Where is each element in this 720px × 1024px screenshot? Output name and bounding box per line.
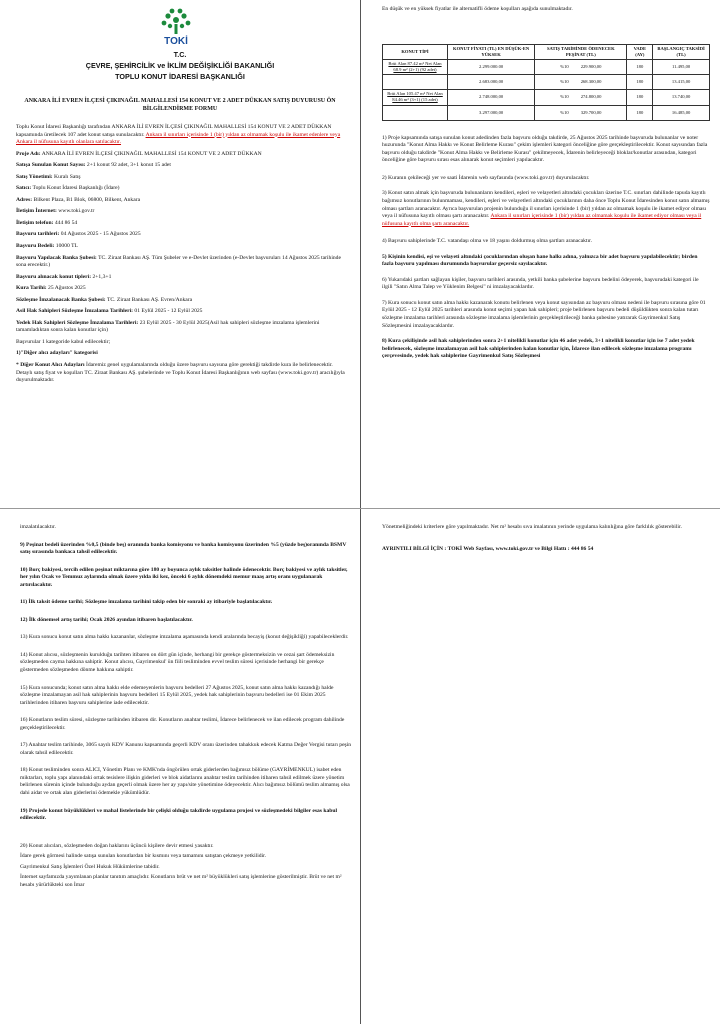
field-row [16, 197, 352, 205]
residency-requirement-note: Ankara il sınırları içerisinde 1 (bir) yıldan az olmamak koşulu ile ikamet ediyor olması veya il nüfusuna kayıtlı olma şartı aranacaktır. [382, 213, 702, 227]
page-divider-horizontal [0, 508, 720, 509]
table-header-cell: SATIŞ TARİHİNDE ÖDENECEK PEŞİNAT (TL) [535, 44, 627, 59]
condition-item: 15) Kura sonucunda; konut satın alma hakkı elde edemeyenlerin başvuru bedelleri 27 Ağustos 2025, konut satın alma hakkı kazandığı halde sözleşme imzalamayan asil hak sahiplerinin başvuru bedelleri 15 Eylül 2025, yedek hak sahiplerinin başvuru bedelleri ise 01 Ekim 2025 tarihlerinden itibaren başvuru sahiplerine iade edilecektir. [20, 684, 334, 706]
condition-item: İnternet sayfamızda yayımlanan planlar tanıtım amaçlıdır. Konutların brüt ve net m² büyüklükleri satış işlemlerine gösterilmiştir. Brüt ve net m² hesabı yürürlükteki son İmar [20, 874, 342, 888]
project-fields [16, 151, 352, 335]
payment-cell [535, 105, 627, 120]
field-row [16, 320, 352, 335]
down-payment-amount: 329.700,00 [580, 109, 602, 115]
field-value: TC. Ziraat Bankası AŞ. Tüm Şubeler ve e-Devlet üzerinden (e-Devlet başvuruları 14 Ağustos 2025 tarihinde sona erecektir.) [16, 254, 341, 269]
condition-text: 4) Başvuru sahiplerinde T.C. vatandaşı olma ve 18 yaşını doldurmuş olma şartları aranacaktır. [382, 238, 592, 245]
table-cell-inst: 13.415,00 [653, 75, 710, 90]
condition-item: 18) Konut tesliminden sonra ALICI, Yönetim Planı ve KMK'nda öngörülen ortak giderlerden bağımsız bölüme (GAYRİMENKUL) isabet eden miktarları, toplu yapı alanındaki ortak tesislere ilişkin giderleri ve blok aidatlarını anahtar teslim tarihinden itibaren tahsil edilmek üzere yönetim belirlenen sürenin içinde bulunduğu aydan geçerli olmak üzere her ay yapı/site yönetimine ödeyecektir. Alıcı bağımsız bölümü teslim almamış olsa dahi aidat ve ortak alan giderlerini ödemekle yükümlüdür. [20, 767, 350, 797]
table-row [383, 75, 710, 90]
down-payment-amount: 229.900,00 [580, 64, 602, 70]
toki-logo [150, 6, 202, 51]
condition-item [382, 338, 710, 361]
field-row [16, 151, 352, 159]
down-payment-rate: %10 [560, 79, 569, 85]
condition-text: 2) Kuranın çekileceği yer ve saati İdarenin web sayfasında (www.toki.gov.tr) duyurulacaktır. [382, 174, 590, 181]
field-row [16, 208, 352, 216]
condition-item: 17) Anahtar teslim tarihinde, 3065 sayılı KDV Kanunu kapsamında geçerli KDV oranı üzerinden tahakkuk edecek Katma Değer Vergisi tutarı peşin olarak tahsil edilecektir. [20, 742, 352, 756]
field-value: Kuralı Satış [54, 173, 81, 180]
condition-item [382, 238, 710, 246]
table-cell-term: 180 [627, 75, 653, 90]
area-calc-note: Yönetmeliğindeki kriterlere göre yapılmaktadır. Net m² hesabı sıva imalatının yerinde uygulama kalınlığına göre farklılık gösterebilir. [382, 524, 682, 530]
condition-item [382, 135, 710, 165]
field-label: Proje Adı: [16, 150, 41, 157]
field-row [16, 285, 352, 293]
table-cell-type: Brüt Alan 105.47 m² Net Alan 84.46 m² (3+1) (15 adet) [383, 90, 448, 105]
table-row [383, 105, 710, 120]
logo-text: TOKİ [164, 36, 188, 46]
condition-item [382, 175, 710, 183]
field-label: Asil Hak Sahipleri Sözleşme İmzalama Tarihleri: [16, 308, 134, 315]
table-header-cell: KONUT TİPİ [383, 44, 448, 59]
condition-text: 3) Konut satın almak için başvuruda bulunanların kendileri, eşleri ve velayetleri altındaki çocukları üzerine T.C. sınırları dahilinde tapuda kayıtlı bağımsız konutlarının bulunmaması, kendileri, eşleri ve velayetleri altındaki çocuklarının daha önce Toplu Konut İdaresinden konut satın almamış olması şartları aranacaktır. Ayrıca başvurulan projenin bulunduğu il sınırları içerisinde 1 (bir) yıldan az olmamak koşulu ile ikamet ediyor olması veya il nüfusuna kayıtlı olması şartı aranacaktır. [382, 190, 710, 220]
field-label: Adres: [16, 196, 33, 203]
payment-cell [535, 90, 627, 105]
page-3 [0, 518, 360, 1024]
field-row [16, 274, 352, 282]
down-payment-amount: 268.300,00 [580, 79, 602, 85]
page-2-body [382, 6, 710, 369]
conditions-list [382, 135, 710, 361]
field-label: Başvuru tarihleri: [16, 231, 60, 238]
field-row [16, 185, 352, 193]
table-header-cell: VADE (AY) [627, 44, 653, 59]
field-row [16, 162, 352, 170]
field-value: 04 Ağustos 2025 - 15 Ağustos 2025 [60, 231, 141, 238]
table-cell-inst: 11.495,00 [653, 59, 710, 74]
table-row [383, 59, 710, 74]
condition-item [382, 300, 710, 330]
condition-item [382, 277, 710, 292]
condition-item: 11) İlk taksit ödeme tarihi; Sözleşme imzalama tarihini takip eden bir sonraki ay itibariyle başlatılacaktır. [20, 599, 273, 606]
field-value: 25 Ağustos 2025 [48, 285, 86, 292]
price-table [382, 44, 710, 121]
payment-cell [535, 75, 627, 90]
payment-cell [535, 59, 627, 74]
table-cell-price: 2.299.000.00 [448, 59, 535, 74]
condition-item [382, 190, 710, 228]
field-label: Sözleşme İmzalanacak Banka Şubesi: [16, 296, 106, 303]
category-description-bold: * Diğer Konut Alıcı Adayları [16, 362, 85, 369]
category-intro: Başvurular 1 kategoride kabul edilecektir; [16, 338, 111, 345]
field-value: ANKARA İLİ EVREN İLÇESİ ÇIKINAĞIL MAHALLESİ 154 KONUT VE 2 ADET DÜKKAN [41, 150, 262, 157]
page-1-body [16, 124, 352, 389]
field-value: TC. Ziraat Bankası AŞ. Evren/Ankara [106, 296, 193, 303]
field-row [16, 255, 352, 270]
table-cell-inst: 16.485,00 [653, 105, 710, 120]
condition-item: 14) Konut alıcısı, sözleşmenin kurulduğu tarihten itibaren on dört gün içinde, herhangi bir gerekçe göstermeksizin ve cezai şart ödemeksizin sözleşmeden cayma hakkına sahiptir. Konut alıcısı, Gayrimenkul' ün fiili tesliminden evvel teslim süresi içerisinde herhangi bir gerekçe göstermeden sözleşmeden dönme hakkına sahiptir. [20, 651, 335, 674]
field-value: Toplu Konut İdaresi Başkanlığı (İdare) [32, 185, 120, 192]
down-payment-rate: %10 [560, 94, 569, 100]
field-value: 10000 TL [55, 243, 78, 250]
table-cell-term: 180 [627, 105, 653, 120]
condition-text: 5) Kişinin kendisi, eşi ve velayeti altındaki çocuklarından oluşan hane halkı adına, yalnızca bir adet başvuru yapılabilecektir; birden fazla başvuru yapılması durumunda başvurular geçersiz sayılacaktır. [382, 253, 698, 268]
document-title: ANKARA İLİ EVREN İLÇESİ ÇIKINAĞIL MAHALLESİ 154 KONUT VE 2 ADET DÜKKAN SATIŞ DUYURUSU ÖN BİLGİLENDİRME FORMU [24, 98, 336, 113]
condition-text: 8) Kura çekilişinde asil hak sahiplerinden sonra 2+1 nitelikli konutlar için 46 adet yedek, 3+1 nitelikli konutlar için ise 7 adet yedek belirlenecek, sözleşme imzalamayan asil hak sahiplerinden kalan konutlar için, İdarece ilan edilecek sözleşme imzalama programı çerçevesinde, yedek hak sahiplerine Gayrimenkul Satış Sözleşmesi [382, 338, 695, 360]
field-label: Kura Tarihi: [16, 285, 47, 292]
condition-item: 13) Kura sonucu konut satın alma hakkı kazananlar, sözleşme imzalama aşamasında kendi aralarında becayiş (konut değişikliği) yapabileceklerdir. [20, 634, 349, 641]
field-value: Bilkent Plaza, B1 Blok, 06800, Bilkent, Ankara [33, 196, 141, 203]
field-row [16, 174, 352, 182]
tc-heading: T.C. [173, 50, 187, 59]
table-header-cell: BAŞLANGIÇ TAKSİDİ (TL) [653, 44, 710, 59]
table-cell-inst: 13.740,00 [653, 90, 710, 105]
table-row [383, 90, 710, 105]
field-row [16, 297, 352, 305]
field-value: 01 Eylül 2025 - 12 Eylül 2025 [134, 308, 203, 315]
condition-text: 7) Kura sonucu konut satın alma hakkı kazanarak konutu belirlenen veya konut sayısından az başvuru olması nedeni ile başvuru sırasına göre 01 Eylül 2025 - 12 Eylül 2025 tarihleri arasında konut seçimi yapan hak sahipleri; proje belirlenen başvuru bedeli düşüldükten sonra kalan tutarı sözleşme imzalama tarihleri arasında sözleşme imzalama işlemlerinin gerçekleştirileceği banka şubesine yatırarak Gayrimenkul Satış Sözleşmesini imzalayacaklardır. [382, 299, 706, 329]
condition-item: 9) Peşinat bedeli üzerinden %0,5 (binde beş) oranında banka komisyonu ve banka komisyonu üzerinden %5 (yüzde beş)oranında BSMV satış sırasında bankaca tahsil edilecektir. [20, 541, 347, 556]
field-label: Satış Yönetimi: [16, 173, 53, 180]
field-value: 2+1,3+1 [92, 273, 112, 280]
field-label: Başvuru Yapılacak Banka Şubesi: [16, 254, 97, 261]
field-label: İletişim telefon: [16, 219, 54, 226]
page-2 [362, 0, 720, 500]
table-cell-price: 3.297.000,00 [448, 105, 535, 120]
field-row [16, 231, 352, 239]
down-payment-amount: 274.800,00 [580, 94, 602, 100]
down-payment-rate: %10 [560, 64, 569, 70]
condition-item [382, 254, 710, 269]
field-row [16, 308, 352, 316]
toki-tree-icon [150, 6, 202, 46]
ministry-heading: ÇEVRE, ŞEHİRCİLİK ve İKLİM DEĞİŞİKLİĞİ BAKANLIĞI [85, 61, 275, 70]
field-value: 23 Eylül 2025 - 30 Eylül 2025(Asil hak sahipleri sözleşme imzalama işlemlerini tamamladıktan sonra kalan konutlar için) [16, 319, 320, 334]
category-description [16, 362, 352, 385]
page-3-body [20, 524, 352, 892]
table-header-cell: KONUT FİYATI (TL) EN DÜŞÜK-EN YÜKSEK [448, 44, 535, 59]
contact-info: AYRINTILI BİLGİ İÇİN : TOKİ Web Sayfası, www.toki.gov.tr ve Bilgi Hattı : 444 86 54 [382, 545, 594, 552]
down-payment-rate: %10 [560, 109, 569, 115]
field-label: Satışa Sunulan Konut Sayısı: [16, 162, 86, 169]
condition-item: imzalatılacaktır. [20, 524, 56, 530]
condition-item: İdare gerek görmesi halinde satışa sunulan konutlardan bir kısmını veya tamamını satıştan çekmeye yetkilidir. [20, 853, 267, 860]
condition-item: 20) Konut alıcıları, sözleşmeden doğan haklarını üçüncü kişilere devir etmesi yasaktır. [20, 842, 214, 849]
table-cell-term: 180 [627, 90, 653, 105]
page-4 [362, 518, 720, 1024]
table-cell-price: 2.748.000,00 [448, 90, 535, 105]
table-cell-price: 2.683.000,00 [448, 75, 535, 90]
condition-item: 12) İlk dönemsel artış tarihi; Ocak 2026 ayından itibaren başlatılacaktır. [20, 616, 193, 623]
page-1 [0, 0, 360, 500]
field-value: 2+1 konut 92 adet, 3+1 konut 15 adet [86, 162, 171, 169]
condition-item: Gayrimenkul Satış İşlemleri Özel Hukuk Hükümlerine tabidir. [20, 863, 160, 870]
intro-residency-note: Ankara il sınırları içerisinde 1 (bir) yıldan az olmamak koşulu ile ikamet edenlere veya Ankara il nüfusuna kayıtlı olanlara satılacaktır. [16, 131, 341, 146]
table-cell-type [383, 105, 448, 120]
field-row [16, 243, 352, 251]
agency-heading: TOPLU KONUT İDARESİ BAŞKANLIĞI [115, 72, 245, 81]
page-4-body [382, 524, 710, 557]
price-table-body [383, 59, 710, 120]
field-value: www.toki.gov.tr [58, 208, 95, 215]
category-1-heading: 1)"Diğer alıcı adayları" kategorisi [16, 350, 98, 357]
condition-item: 19) Projede konut büyüklükleri ve mahal listelerinde bir çelişki olduğu takdirde uygulama projesi ve sözleşmedeki bilgiler esas kabul edilecektir. [20, 807, 338, 822]
table-cell-type: Brüt Alan 87.42 m² Net Alan 68.9 m² (2+1) (92 adet) [383, 59, 448, 74]
category-description-text: İdaremiz genel uygulamalarında olduğu üzere başvuru sayısına göre gerektiği takdirde kura ile belirlenecektir. [85, 362, 333, 369]
intro-paragraph [16, 124, 352, 147]
field-label: İletişim İnternet: [16, 208, 57, 215]
table-cell-type [383, 75, 448, 90]
page-divider-vertical [360, 0, 361, 1024]
intro-text: Toplu Konut İdaresi Başkanlığı tarafından ANKARA İLİ EVREN İLÇESİ ÇIKINAĞIL MAHALLESİ 154 KONUT VE 2 ADET DÜKKAN kapsamında üretilecek 107 adet konut satışa sunulacaktır. [16, 124, 332, 138]
condition-item: 10) Borç bakiyesi, tercih edilen peşinat miktarına göre 180 ay boyunca aylık taksitler halinde ödenecektir. Borç bakiyesi ve aylık taksitler, her yılın Ocak ve Temmuz aylarında olmak üzere yılda iki kez, önceki 6 aylık dönemdeki memur maaş artış oranı uygulanarak artırılacaktır. [20, 566, 348, 588]
price-lead: En düşük ve en yüksek fiyatlar ile alternatifli ödeme koşulları aşağıda sunulmaktadır. [382, 6, 573, 12]
category-note: Detaylı satış fiyat ve koşulları TC. Ziraat Bankası AŞ. şubelerinde ve Toplu Konut İdaresi Başkanlığının web sayfası (www.toki.gov.tr) aracılığıyla duyurulmaktadır. [16, 369, 345, 384]
condition-text: 1) Proje kapsamında satışa sunulan konut adedinden fazla başvuru olduğu takdirde, 25 Ağustos 2025 tarihinde başvuruda bulunanlar ve noter huzurunda "Konut Alma Hakkı ve Konut Belirleme Kurası" çekim işlemleri kategori önceliğine göre gerçekleştirilecektir. Konut sayısından fazla başvuru olduğu takdirde "Konut Alma Hakkı ve Belirleme Kurası" çekilmeyecek, İdarenin belirleyeceği bloklar/konutlar arasından, kategori önceliğine göre başvuru sırası esas alınarak konut seçimleri yapılacaktır. [382, 134, 708, 164]
field-label: Yedek Hak Sahipleri Sözleşme İmzalama Tarihleri: [16, 319, 139, 326]
price-table-header [383, 44, 710, 59]
condition-text: 6) Yukarıdaki şartları sağlayan kişiler, başvuru tarihleri arasında, yetkili banka şubelerine başvuru bedelini ödeyerek, başvurudaki kategori ile ilgili "Satın Alma Talep ve Yüklenim Belgesi" ni imzalayacaklardır. [382, 276, 699, 291]
condition-item: 16) Konutların teslim süresi, sözleşme tarihinden itibaren dir. Konutların anahtar teslimi, İdarece belirlenecek ve ilan edilecek program dahilinde gerçekleştirilecektir. [20, 717, 345, 731]
field-value: 444 86 54 [54, 219, 78, 226]
table-cell-term: 180 [627, 59, 653, 74]
field-row [16, 220, 352, 228]
field-label: Satıcı: [16, 185, 32, 192]
field-label: Başvuru alınacak konut tipleri: [16, 273, 92, 280]
field-label: Başvuru Bedeli: [16, 243, 55, 250]
